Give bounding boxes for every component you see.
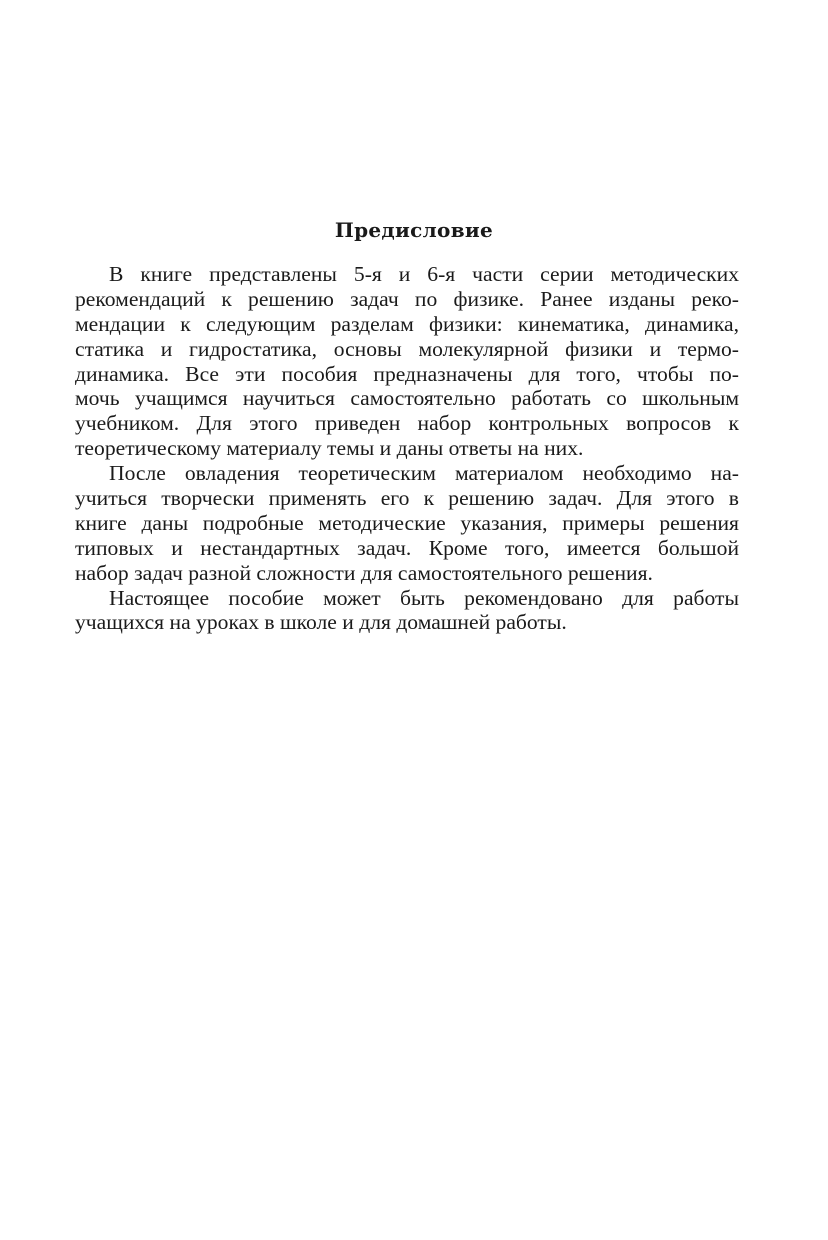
page-title: Предисловие: [334, 218, 494, 242]
text-line: теоретическому материалу темы и даны ответы на них.: [75, 436, 584, 461]
paragraph-2: [75, 461, 739, 585]
preface-body: [75, 262, 739, 635]
paragraph-3: [75, 586, 739, 636]
text-line: статика и гидростатика, основы молекулярной физики и термо-: [75, 336, 739, 361]
text-line: учиться творчески применять его к решению задач. Для этого в: [75, 486, 739, 511]
text-line: учащихся на уроках в школе и для домашней работы.: [75, 610, 567, 635]
text-line: книге даны подробные методические указания, примеры решения: [75, 510, 739, 535]
text-line: набор задач разной сложности для самостоятельного решения.: [75, 560, 653, 585]
text-line: типовых и нестандартных задач. Кроме того, имеется большой: [75, 535, 739, 560]
text-line: мендации к следующим разделам физики: кинематика, динамика,: [75, 311, 739, 336]
text-line: В книге представлены 5-я и 6-я части серии методических: [109, 262, 739, 286]
text-line: учебником. Для этого приведен набор контрольных вопросов к: [75, 411, 739, 436]
text-line: Настоящее пособие может быть рекомендовано для работы: [109, 585, 739, 610]
paragraph-1: [75, 262, 739, 461]
text-line: рекомендаций к решению задач по физике. Ранее изданы реко-: [75, 286, 739, 311]
text-line: мочь учащимся научиться самостоятельно работать со школьным: [75, 386, 739, 411]
text-line: динамика. Все эти пособия предназначены для того, чтобы по-: [75, 361, 739, 386]
text-line: После овладения теоретическим материалом необходимо на-: [109, 461, 739, 486]
